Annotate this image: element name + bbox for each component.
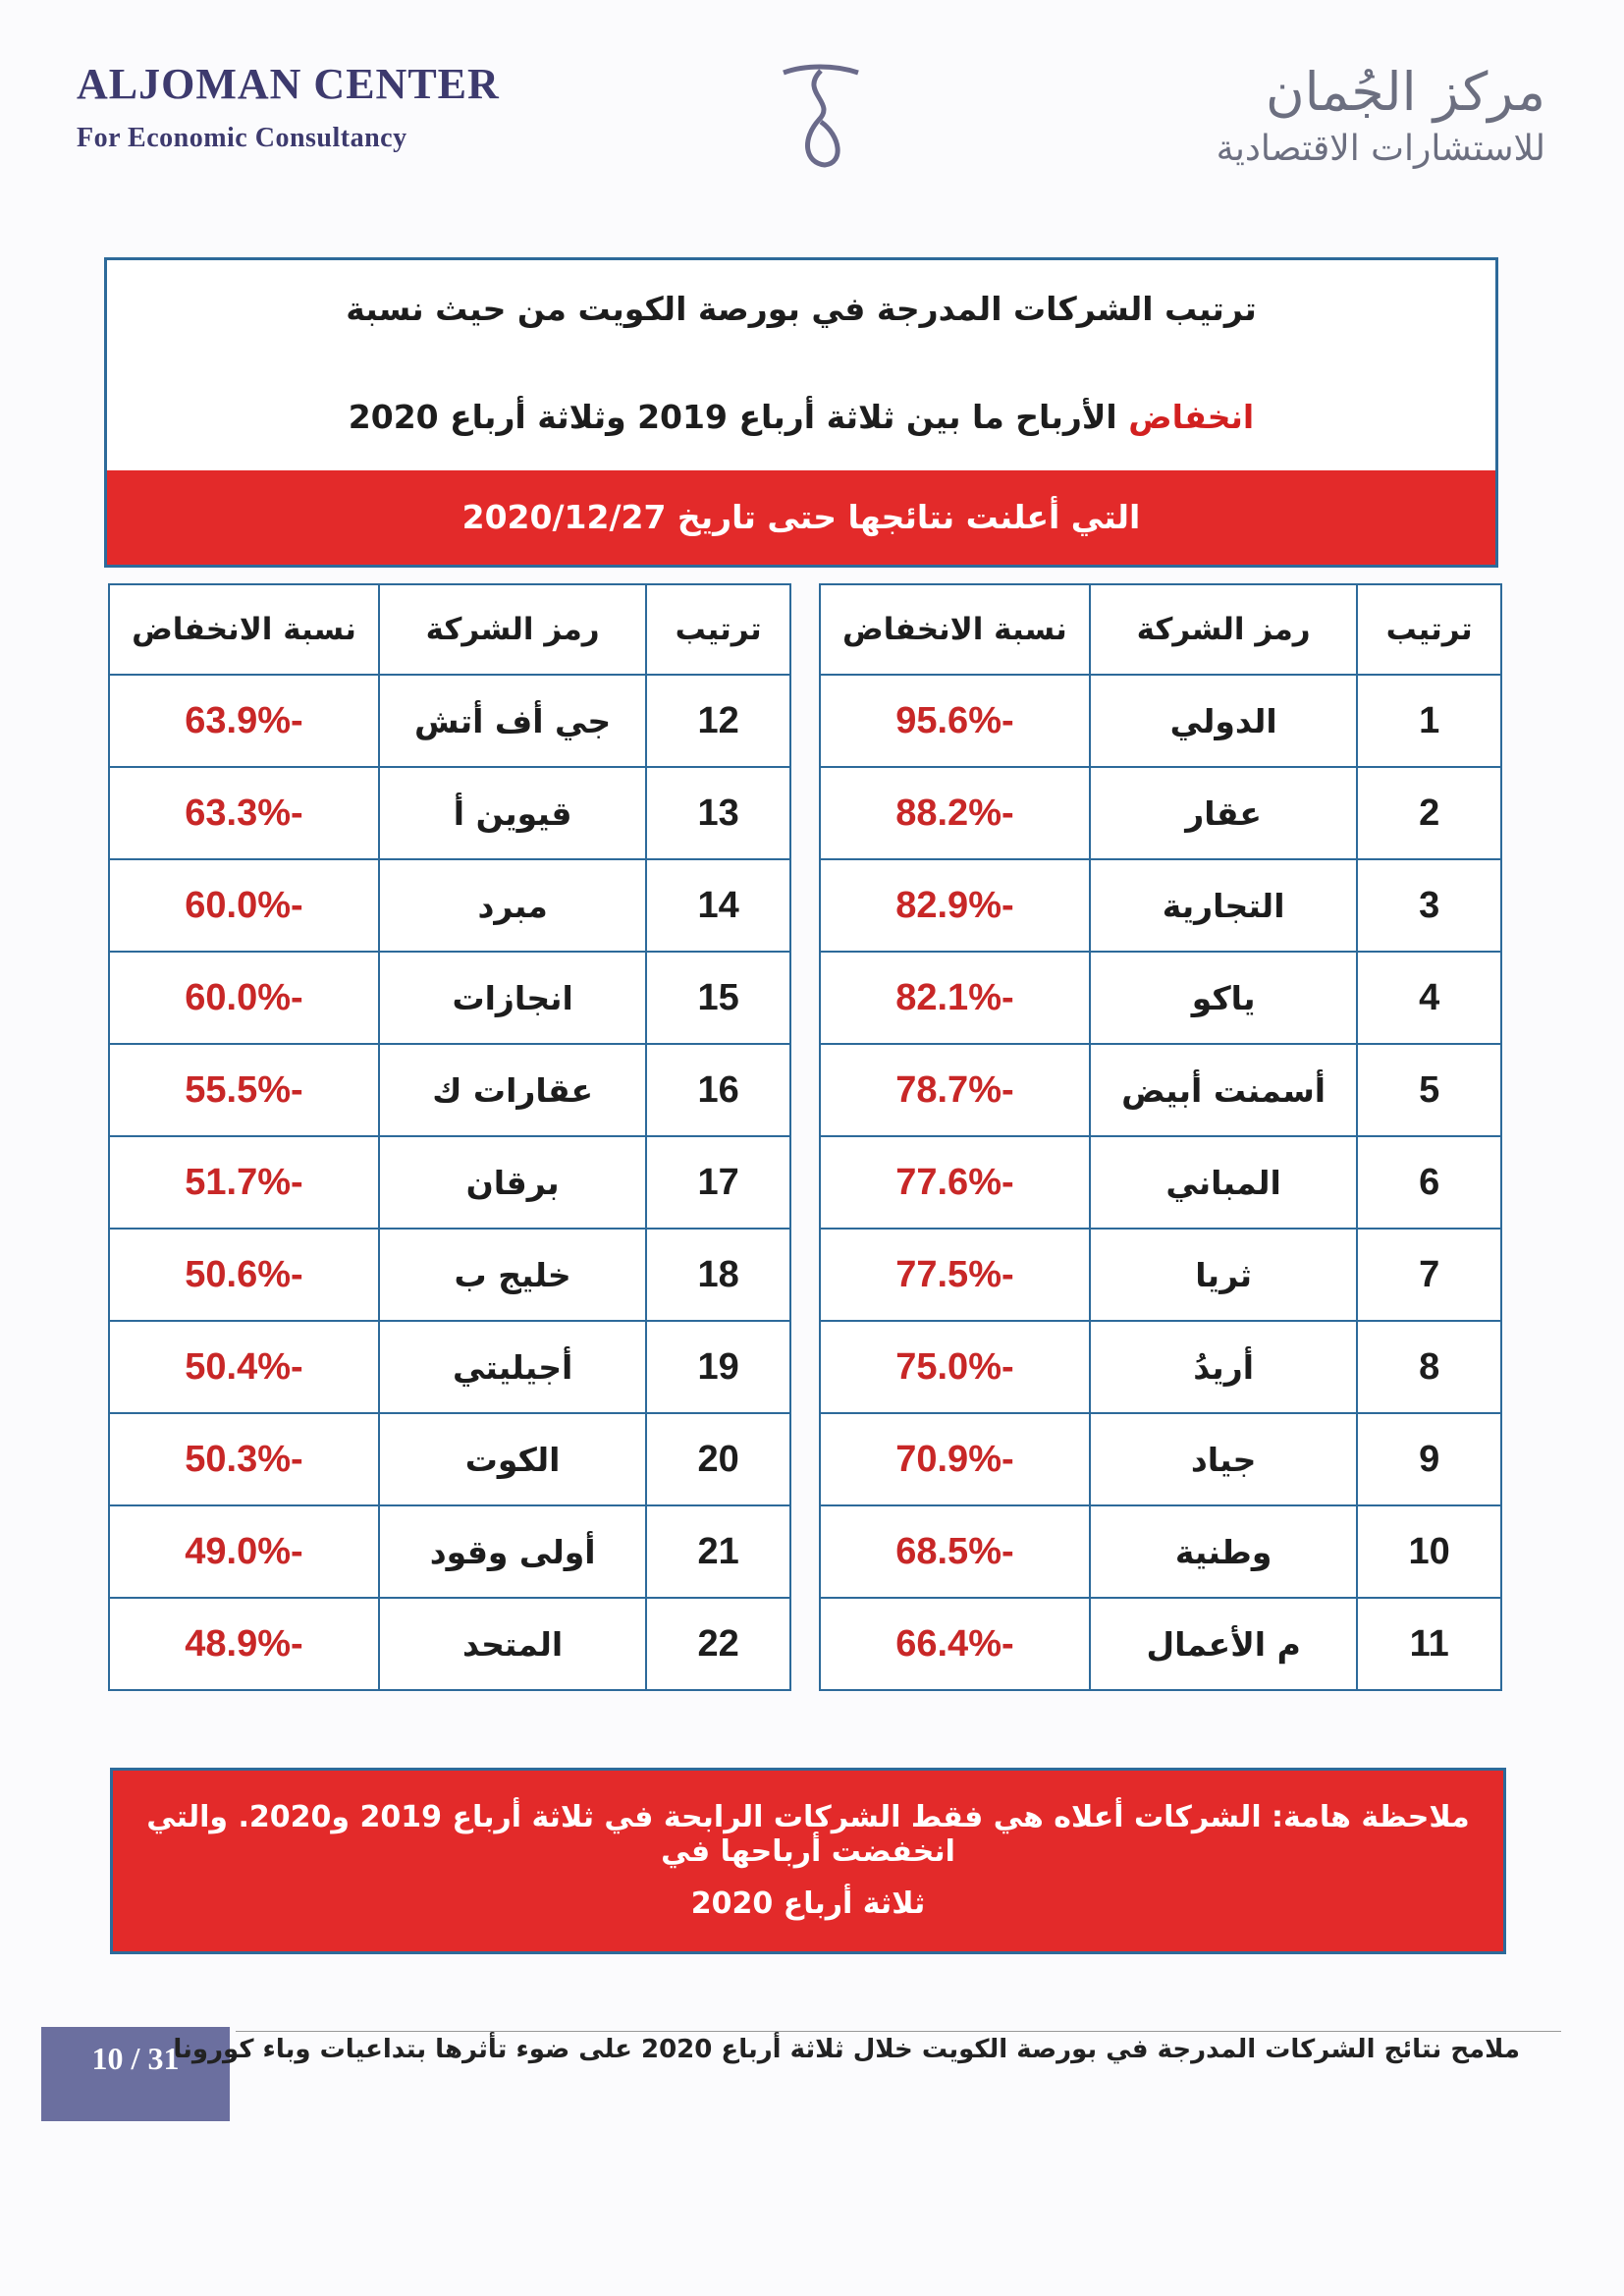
rank-cell: 10 xyxy=(1357,1505,1501,1598)
rank-cell: 16 xyxy=(646,1044,790,1136)
company-symbol-cell: أسمنت أبيض xyxy=(1090,1044,1357,1136)
header-arabic xyxy=(1217,61,1545,169)
title-line-2-rest: الأرباح ما بين ثلاثة أرباع 2019 وثلاثة أرباع 2020 xyxy=(348,398,1129,436)
title-banner: التي أعلنت نتائجها حتى تاريخ 2020/12/27 xyxy=(107,470,1495,565)
table-header-row xyxy=(109,584,790,675)
decline-percent-cell: -95.6% xyxy=(820,675,1090,767)
rank-cell: 18 xyxy=(646,1229,790,1321)
title-highlight: انخفاض xyxy=(1128,398,1255,436)
table-row xyxy=(109,767,790,859)
decline-percent-cell: -60.0% xyxy=(109,859,379,952)
rank-cell: 6 xyxy=(1357,1136,1501,1229)
rank-cell: 8 xyxy=(1357,1321,1501,1413)
decline-percent-cell: -82.1% xyxy=(820,952,1090,1044)
company-symbol-cell: مبرد xyxy=(379,859,646,952)
decline-percent-cell: -68.5% xyxy=(820,1505,1090,1598)
header-english xyxy=(77,59,500,154)
company-symbol-cell: عقارات ك xyxy=(379,1044,646,1136)
company-symbol-cell: خليج ب xyxy=(379,1229,646,1321)
column-header-rank: ترتيب xyxy=(646,584,790,675)
table-row xyxy=(109,1321,790,1413)
decline-percent-cell: -48.9% xyxy=(109,1598,379,1690)
decline-percent-cell: -75.0% xyxy=(820,1321,1090,1413)
rank-cell: 15 xyxy=(646,952,790,1044)
company-symbol-cell: أولى وقود xyxy=(379,1505,646,1598)
rank-cell: 19 xyxy=(646,1321,790,1413)
table-row xyxy=(820,859,1501,952)
table-body-right xyxy=(820,675,1501,1690)
company-symbol-cell: المباني xyxy=(1090,1136,1357,1229)
column-header-pct: نسبة الانخفاض xyxy=(820,584,1090,675)
rank-cell: 3 xyxy=(1357,859,1501,952)
column-header-name: رمز الشركة xyxy=(379,584,646,675)
decline-percent-cell: -78.7% xyxy=(820,1044,1090,1136)
company-symbol-cell: المتحد xyxy=(379,1598,646,1690)
decline-percent-cell: -50.3% xyxy=(109,1413,379,1505)
rank-cell: 12 xyxy=(646,675,790,767)
rank-cell: 2 xyxy=(1357,767,1501,859)
footer-caption: ملامح نتائج الشركات المدرجة في بورصة الكويت خلال ثلاثة أرباع 2020 على ضوء تأثرها بتداعيات وباء كورونا xyxy=(173,2035,1520,2064)
company-symbol-cell: جي أف أتش xyxy=(379,675,646,767)
company-subtitle-en: For Economic Consultancy xyxy=(77,123,407,153)
table-row xyxy=(820,767,1501,859)
table-row xyxy=(109,675,790,767)
company-symbol-cell: جياد xyxy=(1090,1413,1357,1505)
table-row xyxy=(109,952,790,1044)
company-symbol-cell: وطنية xyxy=(1090,1505,1357,1598)
title-line-2 xyxy=(107,398,1495,436)
decline-percent-cell: -88.2% xyxy=(820,767,1090,859)
rank-cell: 13 xyxy=(646,767,790,859)
table-row xyxy=(820,1413,1501,1505)
decline-percent-cell: -49.0% xyxy=(109,1505,379,1598)
decline-percent-cell: -60.0% xyxy=(109,952,379,1044)
decline-percent-cell: -77.5% xyxy=(820,1229,1090,1321)
ranking-table-right xyxy=(819,583,1502,1691)
rank-cell: 17 xyxy=(646,1136,790,1229)
table-row xyxy=(820,1044,1501,1136)
company-symbol-cell: م الأعمال xyxy=(1090,1598,1357,1690)
company-symbol-cell: التجارية xyxy=(1090,859,1357,952)
page-number-badge: 10 / 31 xyxy=(41,2027,230,2121)
table-row xyxy=(109,1044,790,1136)
rank-cell: 4 xyxy=(1357,952,1501,1044)
rank-cell: 1 xyxy=(1357,675,1501,767)
decline-percent-cell: -63.3% xyxy=(109,767,379,859)
table-row xyxy=(109,1229,790,1321)
company-symbol-cell: ياكو xyxy=(1090,952,1357,1044)
note-line-2: ثلاثة أرباع 2020 xyxy=(690,1886,926,1921)
company-subtitle-ar: للاستشارات الاقتصادية xyxy=(1216,129,1545,169)
company-symbol-cell: أجيليتي xyxy=(379,1321,646,1413)
column-header-pct: نسبة الانخفاض xyxy=(109,584,379,675)
table-row xyxy=(820,1229,1501,1321)
column-header-name: رمز الشركة xyxy=(1090,584,1357,675)
company-symbol-cell: قيوين أ xyxy=(379,767,646,859)
decline-percent-cell: -50.6% xyxy=(109,1229,379,1321)
note-line-1: ملاحظة هامة: الشركات أعلاه هي فقط الشركات الرابحة في ثلاثة أرباع 2019 و2020. والتي انخفضت أرباحها في xyxy=(146,1800,1470,1869)
rank-cell: 22 xyxy=(646,1598,790,1690)
column-header-rank: ترتيب xyxy=(1357,584,1501,675)
rank-cell: 21 xyxy=(646,1505,790,1598)
logo-icon xyxy=(776,63,864,171)
company-name-ar: مركز الجُمان xyxy=(1265,61,1545,123)
title-box xyxy=(104,257,1498,568)
rank-cell: 14 xyxy=(646,859,790,952)
table-row xyxy=(820,1136,1501,1229)
rank-cell: 20 xyxy=(646,1413,790,1505)
decline-percent-cell: -55.5% xyxy=(109,1044,379,1136)
decline-percent-cell: -82.9% xyxy=(820,859,1090,952)
decline-percent-cell: -51.7% xyxy=(109,1136,379,1229)
decline-percent-cell: -66.4% xyxy=(820,1598,1090,1690)
rank-cell: 7 xyxy=(1357,1229,1501,1321)
rank-cell: 5 xyxy=(1357,1044,1501,1136)
rank-cell: 11 xyxy=(1357,1598,1501,1690)
decline-percent-cell: -70.9% xyxy=(820,1413,1090,1505)
table-row xyxy=(109,1505,790,1598)
company-symbol-cell: انجازات xyxy=(379,952,646,1044)
rank-cell: 9 xyxy=(1357,1413,1501,1505)
decline-percent-cell: -50.4% xyxy=(109,1321,379,1413)
company-symbol-cell: الدولي xyxy=(1090,675,1357,767)
company-symbol-cell: الكوت xyxy=(379,1413,646,1505)
company-symbol-cell: عقار xyxy=(1090,767,1357,859)
table-header-row xyxy=(820,584,1501,675)
company-symbol-cell: برقان xyxy=(379,1136,646,1229)
footer-divider xyxy=(236,2031,1561,2032)
decline-percent-cell: -63.9% xyxy=(109,675,379,767)
table-row xyxy=(109,1413,790,1505)
table-row xyxy=(820,1505,1501,1598)
ranking-table-left xyxy=(108,583,791,1691)
company-name-en: ALJOMAN CENTER xyxy=(77,60,500,108)
table-row xyxy=(820,1598,1501,1690)
table-row xyxy=(109,859,790,952)
company-symbol-cell: ثريا xyxy=(1090,1229,1357,1321)
note-box xyxy=(110,1768,1506,1954)
company-symbol-cell: أريدُ xyxy=(1090,1321,1357,1413)
table-row xyxy=(820,952,1501,1044)
decline-percent-cell: -77.6% xyxy=(820,1136,1090,1229)
table-row xyxy=(109,1136,790,1229)
title-line-1: ترتيب الشركات المدرجة في بورصة الكويت من حيث نسبة xyxy=(346,290,1257,328)
table-row xyxy=(109,1598,790,1690)
table-row xyxy=(820,1321,1501,1413)
table-body-left xyxy=(109,675,790,1690)
table-row xyxy=(820,675,1501,767)
